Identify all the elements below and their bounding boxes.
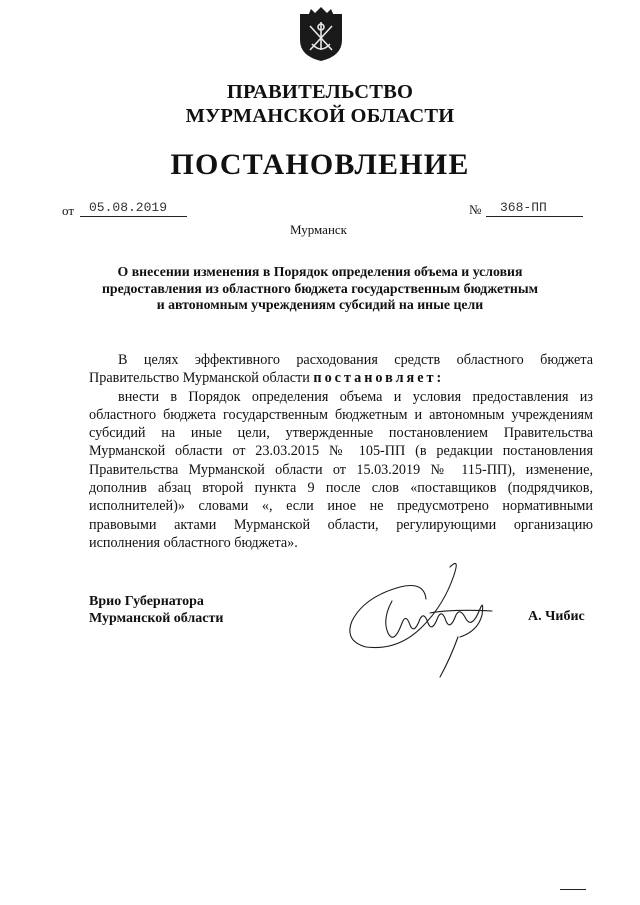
document-date: 05.08.2019 bbox=[89, 200, 168, 215]
number-underline bbox=[486, 216, 583, 217]
subject-line1: О внесении изменения в Порядок определения объема и условия bbox=[117, 264, 523, 279]
footer-mark bbox=[560, 889, 586, 890]
document-number: 368-ПП bbox=[500, 200, 547, 215]
paragraph-resolution: внести в Порядок определения объема и условия предоставления из областного бюджета государственным бюджетным и автономным учреждениям субсидий на иные цели, утвержденные постановлением Правительства Мурманской области от 23.03.2015 № 105-ПП (в редакции постановления Правительства Мурманской области от 15.03.2019 № 115-ПП), изменение, дополнив абзац второй пункта 9 после слов «поставщиков (подрядчиков, исполнителей)» словами «, если иное не предусмотрено нормативными правовыми актами Мурманской области, регулирующими организацию исполнения областного бюджета». bbox=[89, 388, 593, 551]
signatory-position-line2: Мурманской области bbox=[89, 611, 224, 626]
document-body bbox=[89, 351, 593, 552]
signatory-name: А. Чибис bbox=[528, 609, 585, 624]
paragraph-preamble bbox=[89, 351, 593, 388]
subject-line2: предоставления из областного бюджета государственным бюджетным bbox=[101, 280, 539, 296]
document-type-title: ПОСТАНОВЛЕНИЕ bbox=[170, 148, 470, 181]
signatory-position bbox=[89, 593, 223, 627]
coat-of-arms-icon bbox=[298, 6, 344, 62]
resolves-word: постановляет: bbox=[313, 370, 445, 387]
date-prefix: от bbox=[62, 203, 75, 218]
signatory-position-line1: Врио Губернатора bbox=[89, 594, 204, 609]
subject-line3: и автономным учреждениям субсидий на иные цели bbox=[156, 297, 484, 312]
org-name-line1: ПРАВИТЕЛЬСТВО bbox=[226, 81, 414, 103]
handwritten-signature-icon bbox=[332, 553, 532, 688]
preamble-text: В целях эффективного расходования средств областного бюджета Правительство Мурманской области bbox=[89, 352, 593, 387]
date-underline bbox=[80, 216, 187, 217]
org-name-line2: МУРМАНСКОЙ ОБЛАСТИ bbox=[185, 105, 455, 127]
city-name: Мурманск bbox=[290, 222, 347, 237]
number-prefix: № bbox=[469, 202, 482, 217]
